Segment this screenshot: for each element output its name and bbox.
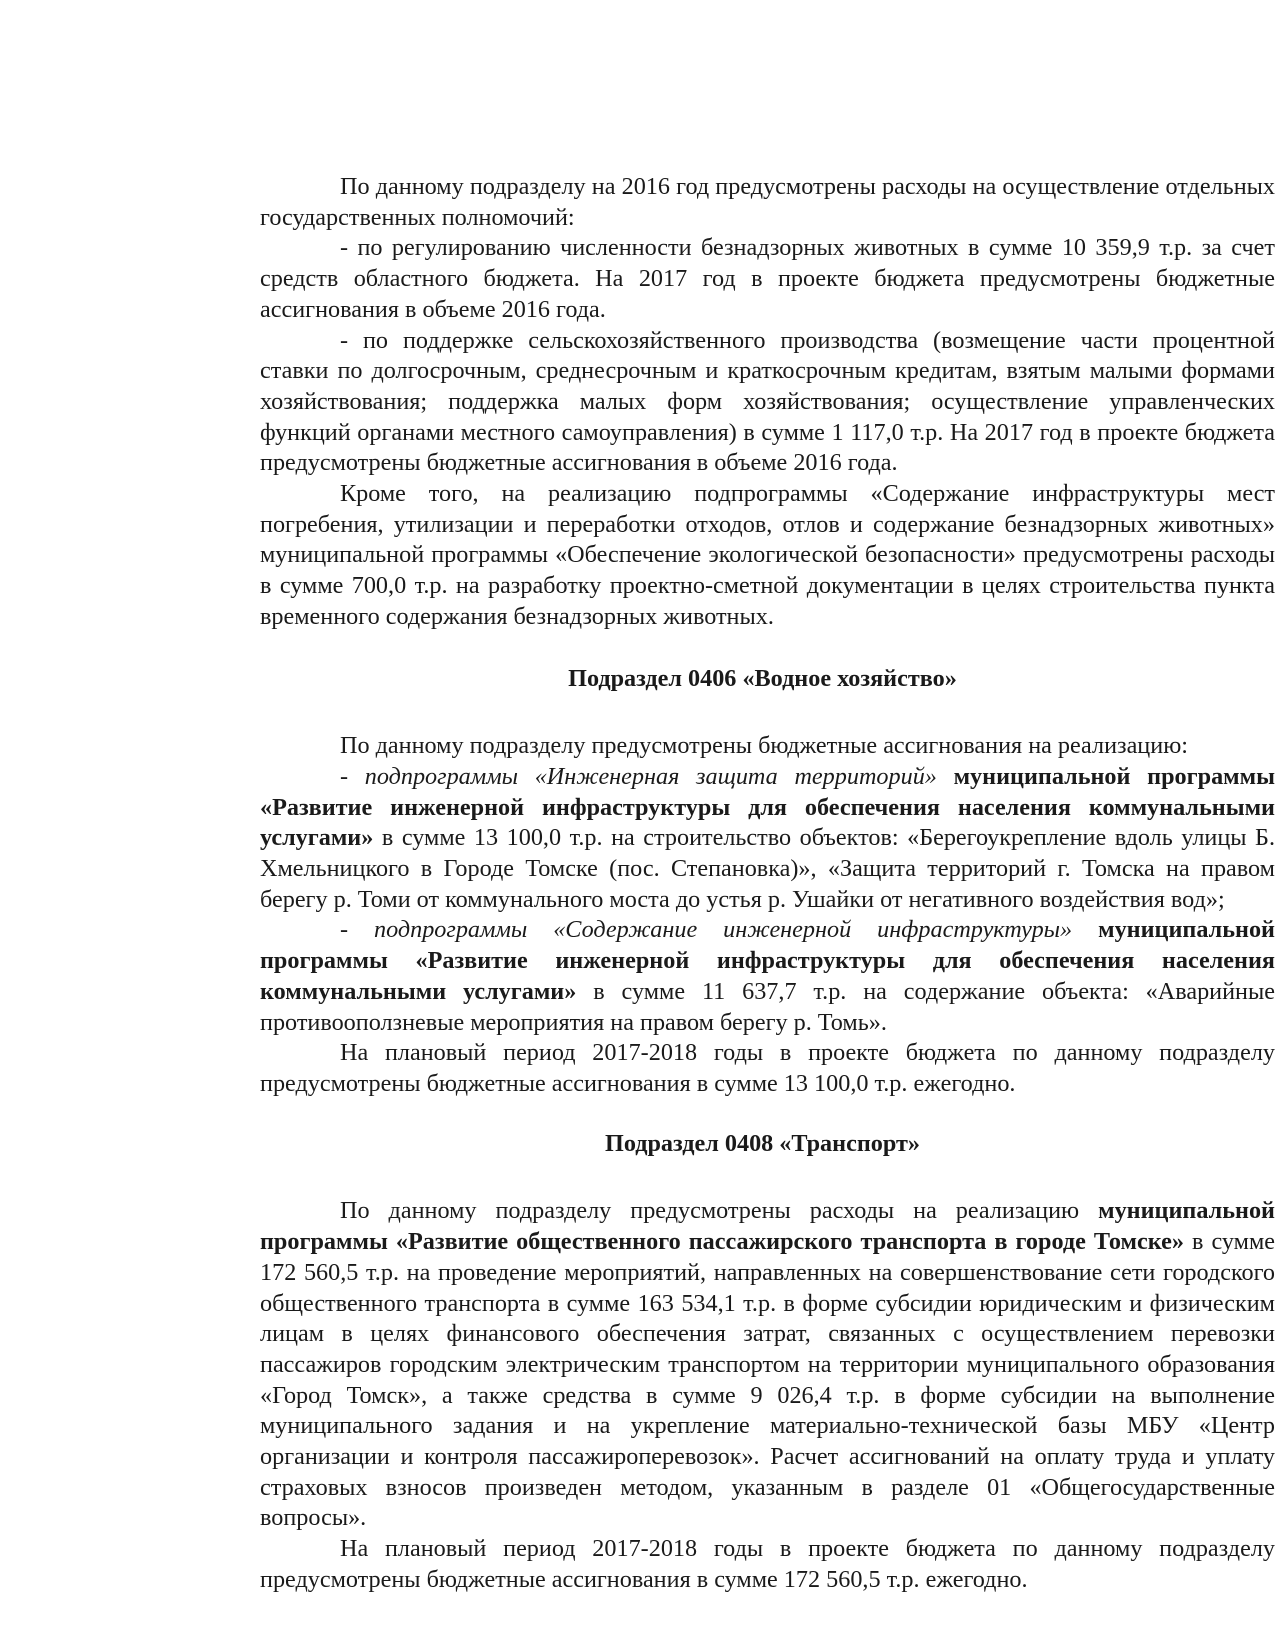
program-name: муниципальной программы «Развитие инженерной инфраструктуры для обеспечения населения коммунальными услугами» [260,916,1275,1005]
paragraph-0406-planning: На плановый период 2017-2018 годы в проекте бюджета по данному подразделу предусмотрены бюджетные ассигнования в сумме 13 100,0 т.р. ежегодно. [260,1039,1275,1097]
text-run: в сумме 13 100,0 т.р. на строительство объектов: «Берегоукрепление вдоль улицы Б. Хмельницкого в Городе Томске (пос. Степановка)», «Защита территорий г. Томска на правом берегу р. Томи от коммунального моста до устья р. Ушайки от негативного воздействия вод»; [260,824,1275,913]
paragraph-0406-intro: По данному подразделу предусмотрены бюджетные ассигнования на реализацию: [340,732,1188,760]
heading-0406: Подраздел 0406 «Водное хозяйство» [568,664,957,692]
program-name: муниципальной программы «Развитие инженерной инфраструктуры для обеспечения населения коммунальными услугами» [260,762,1275,852]
paragraph-0408-planning: На плановый период 2017-2018 годы в проекте бюджета по данному подразделу предусмотрены бюджетные ассигнования в сумме 172 560,5 т.р. ежегодно. [260,1535,1275,1593]
paragraph-0405-agriculture: - по поддержке сельскохозяйственного производства (возмещение части процентной ставки по долгосрочным, среднесрочным и краткосрочным кредитам, взятым малыми формами хозяйствования; поддержка малых форм хозяйствования; осуществление управленческих функций органами местного самоуправления) в сумме 1 117,0 т.р. На 2017 год в проекте бюджета предусмотрены бюджетные ассигнования в объеме 2016 года. [260,326,1275,477]
paragraph-0408-transport [260,1196,1275,1534]
paragraph-0405-subprogram: Кроме того, на реализацию подпрограммы «Содержание инфраструктуры мест погребения, утилизации и переработки отходов, отлов и содержание безнадзорных животных» муниципальной программы «Обеспечение экологической безопасности» предусмотрены расходы в сумме 700,0 т.р. на разработку проектно-сметной документации в целях строительства пункта временного содержания безнадзорных животных. [260,480,1275,630]
document-body [260,172,1275,1596]
subprogram-name: подпрограммы «Содержание инженерной инфраструктуры» [374,916,1073,944]
text-run: в сумме 172 560,5 т.р. на проведение мероприятий, направленных на совершенствование сети городского общественного транспорта в сумме 163 534,1 т.р. в форме субсидии юридическим и физическим лицам в целях финансового обеспечения затрат, связанных с осуществлением перевозки пассажиров городским электрическим транспортом на территории муниципального образования «Город Томск», а также средства в сумме 9 026,4 т.р. в форме субсидии на выполнение муниципального задания и на укрепление материально-технической базы МБУ «Центр организации и контроля пассажироперевозок». Расчет ассигнований на оплату труда и уплату страховых взносов произведен методом, указанным в разделе 01 «Общегосударственные вопросы». [260,1228,1275,1532]
text-run: - [340,762,365,790]
subprogram-name: подпрограммы «Инженерная защита территорий» [364,762,937,790]
text-run: По данному подразделу предусмотрены расходы на реализацию [340,1197,1099,1225]
program-name: муниципальной программы «Развитие общественного пассажирского транспорта в городе Томске» [260,1197,1275,1256]
text-run: в сумме 11 637,7 т.р. на содержание объекта: «Аварийные противооползневые мероприятия на правом берегу р. Томь». [260,977,1275,1036]
heading-0408: Подраздел 0408 «Транспорт» [605,1129,920,1157]
paragraph-0405-animals: - по регулированию численности безнадзорных животных в сумме 10 359,9 т.р. за счет средств областного бюджета. На 2017 год в проекте бюджета предусмотрены бюджетные ассигнования в объеме 2016 года. [260,234,1275,323]
paragraph-0406-engineering-protection [260,762,1275,916]
paragraph-0405-intro: По данному подразделу на 2016 год предусмотрены расходы на осуществление отдельных государственных полномочий: [260,173,1275,231]
paragraph-0406-engineering-maintenance [260,915,1275,1038]
text-run: - [340,916,374,944]
